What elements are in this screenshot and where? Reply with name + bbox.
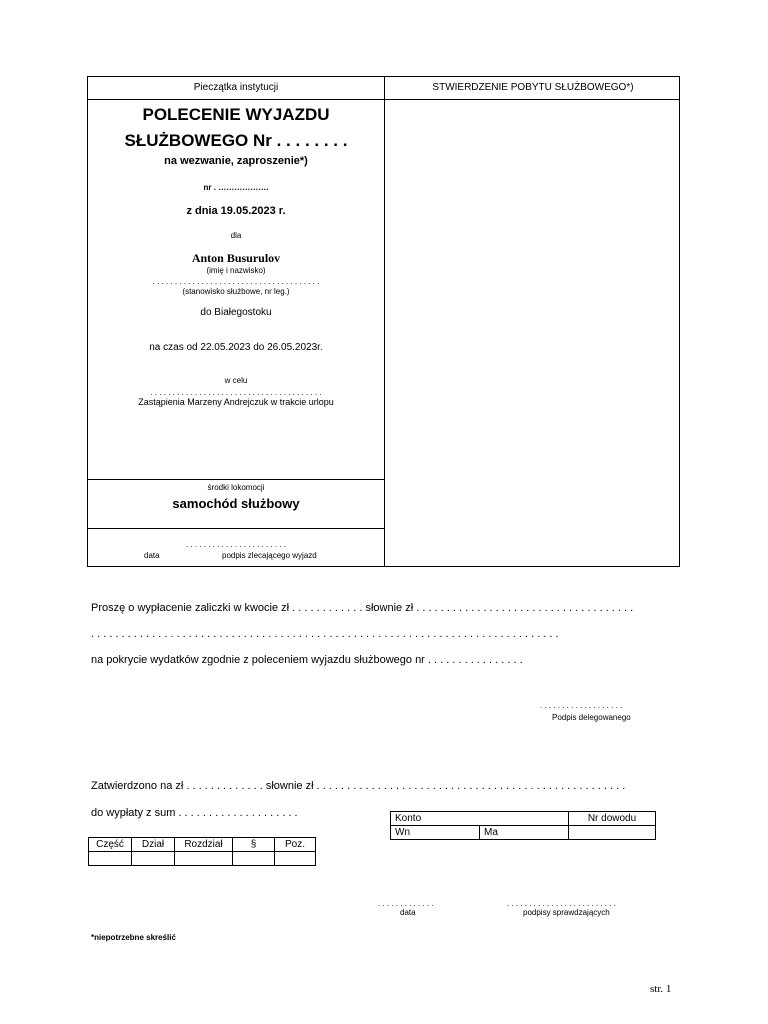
check-date-caption: data: [400, 908, 416, 917]
person-name-caption: (imię i nazwisko): [206, 266, 266, 275]
cell-poz[interactable]: [275, 852, 316, 866]
form-title-line2: SŁUŻBOWEGO Nr . . . . . . . .: [124, 131, 348, 150]
table-row: [391, 826, 656, 840]
trip-period: na czas od 22.05.2023 do 26.05.2023r.: [149, 342, 323, 353]
summons-text: na wezwanie, zaproszenie*): [164, 155, 308, 167]
approval-line2: do wypłaty z sum . . . . . . . . . . . . . . . . . . . .: [91, 807, 298, 819]
stamp-label: Pieczątka instytucji: [193, 82, 279, 93]
cell-dzial[interactable]: [132, 852, 175, 866]
form-title-line1: POLECENIE WYJAZDU: [142, 105, 330, 124]
advance-request-line3: na pokrycie wydatków zgodnie z poleceniem wyjazdu służbowego nr . . . . . . . . . . . . . . . .: [91, 654, 523, 666]
cell-czesc[interactable]: [89, 852, 132, 866]
checker-signature-dots: . . . . . . . . . . . . . . . . . . . . . . . . .: [507, 899, 616, 908]
purpose-dots: . . . . . . . . . . . . . . . . . . . . . . . . . . . . . . . . . . . . . . .: [150, 388, 322, 397]
signature-divider: [88, 528, 384, 529]
header-rozdzial: Rozdział: [175, 838, 233, 852]
cell-paragraph[interactable]: [233, 852, 275, 866]
cell-rozdzial[interactable]: [175, 852, 233, 866]
purpose-label: w celu: [224, 376, 248, 385]
order-number: nr . ……………….: [203, 183, 269, 192]
transport-value: samochód służbowy: [172, 496, 300, 511]
orderer-signature-caption: podpis zlecającego wyjazd: [222, 551, 317, 560]
checker-signature-caption: podpisy sprawdzających: [523, 908, 610, 917]
page-number: str. 1: [650, 983, 672, 995]
signature-dots: . . . . . . . . . . . . . . . . . . . . . . .: [185, 540, 287, 549]
header-czesc: Część: [89, 838, 132, 852]
table-row: [89, 852, 316, 866]
order-date: z dnia 19.05.2023 r.: [186, 205, 286, 217]
header-ma: Ma: [480, 826, 569, 840]
position-dots: . . . . . . . . . . . . . . . . . . . . . . . . . . . . . . . . . . . . . .: [152, 277, 320, 286]
advance-request-line1: Proszę o wypłacenie zaliczki w kwocie zł . . . . . . . . . . . . słownie zł . . . . . . . . . . . . . . . . . . . . . . . . . . . . . . . . . . . .: [91, 602, 634, 614]
stay-confirmation-label: STWIERDZENIE POBYTU SŁUŻBOWEGO*): [432, 82, 634, 93]
header-wn: Wn: [391, 826, 480, 840]
table-row: [89, 838, 316, 852]
header-nr-dowodu: Nr dowodu: [569, 812, 656, 826]
check-date-dots: . . . . . . . . . . . . .: [378, 899, 434, 908]
advance-request-line2: . . . . . . . . . . . . . . . . . . . . . . . . . . . . . . . . . . . . . . . . . . . . . . . . . . . . . . . . . . . . . . . . . . . . . . . . . . . . .: [91, 628, 559, 640]
cell-nr-dowodu[interactable]: [569, 826, 656, 840]
date-caption: data: [144, 551, 160, 560]
table-row: [391, 812, 656, 826]
account-table: [390, 811, 656, 840]
header-konto: Konto: [391, 812, 569, 826]
header-poz: Poz.: [275, 838, 316, 852]
header-divider: [88, 99, 679, 100]
for-label: dla: [230, 231, 242, 240]
footnote: *niepotrzebne skreślić: [91, 933, 176, 942]
trip-purpose: Zastąpienia Marzeny Andrejczuk w trakcie urlopu: [138, 397, 334, 407]
transport-divider: [88, 479, 384, 480]
position-caption: (stanowisko służbowe, nr leg.): [182, 287, 290, 296]
approval-line1: Zatwierdzono na zł . . . . . . . . . . . . . słownie zł . . . . . . . . . . . . . . . . . . . . . . . . . . . . . . . . . . . . . . . . . . . . . . . . . . .: [91, 780, 626, 792]
budget-classification-table: [88, 837, 316, 866]
destination: do Białegostoku: [200, 307, 272, 318]
column-divider: [384, 77, 385, 566]
delegation-order-form: [87, 76, 680, 567]
header-dzial: Dział: [132, 838, 175, 852]
delegate-signature-dots: . . . . . . . . . . . . . . . . . . .: [540, 701, 623, 710]
header-paragraph: §: [233, 838, 275, 852]
delegate-signature-caption: Podpis delegowanego: [552, 713, 631, 722]
person-name: Anton Busurulov: [191, 251, 281, 265]
transport-label: środki lokomocji: [207, 483, 265, 492]
